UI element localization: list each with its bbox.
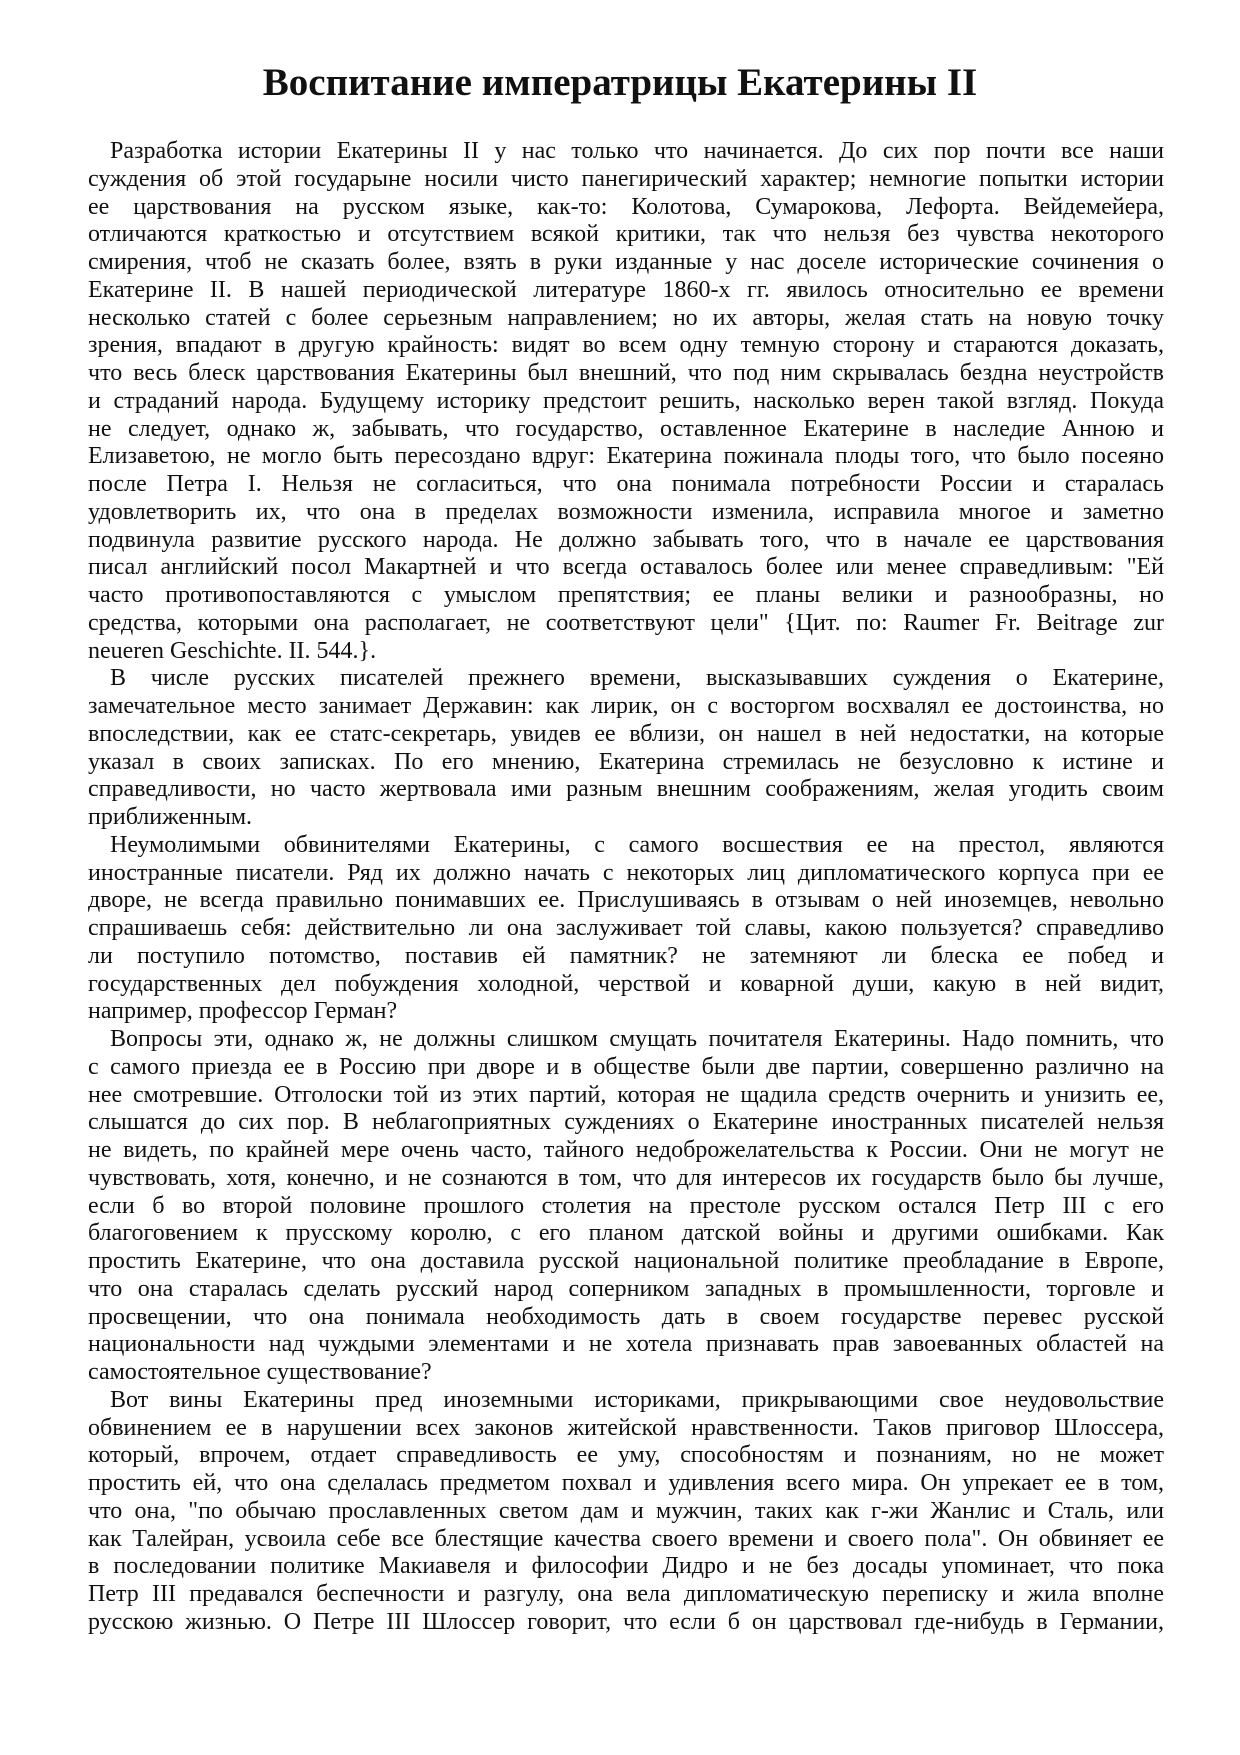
text-line: благоговением к прусскому королю, с его планом датской войны и другими ошибками. Как bbox=[88, 1220, 1164, 1247]
text-line: простить Екатерине, что она доставила русской национальной политике преобладание в Европе, bbox=[88, 1248, 1164, 1274]
text-line: и страданий народа. Будущему историку предстоит решить, насколько верен такой взгляд. Покуда bbox=[88, 387, 1164, 414]
text-line: спрашиваешь себя: действительно ли она заслуживает той славы, какою пользуется? справедливо bbox=[88, 915, 1164, 941]
text-line: слышатся до сих пор. В неблагоприятных суждениях о Екатерине иностранных писателей нельзя bbox=[88, 1109, 1164, 1136]
paragraph bbox=[88, 832, 1164, 1026]
text-line: что она, "по обычаю прославленных светом дам и мужчин, таких как г-жи Жанлис и Сталь, или bbox=[88, 1497, 1164, 1524]
text-line: Разработка истории Екатерины II у нас только что начинается. До сих пор почти все наши bbox=[110, 138, 1164, 164]
text-line: средства, которыми она располагает, не соответствуют цели" {Цит. по: Raumer Fr. Beitrage zur bbox=[88, 609, 1164, 636]
text-line: простить ей, что она сделалась предметом похвал и удивления всего мира. Он упрекает ее в том, bbox=[88, 1470, 1164, 1496]
text-line: часто противопоставляются с умыслом препятствия; ее планы велики и разнообразны, но bbox=[88, 582, 1164, 608]
document-title: Воспитание императрицы Екатерины II bbox=[262, 61, 978, 104]
text-line: несколько статей с более серьезным направлением; но их авторы, желая стать на новую точку bbox=[88, 304, 1164, 331]
text-line: который, впрочем, отдает справедливость ее уму, способностям и познаниям, но не может bbox=[88, 1442, 1164, 1469]
document-body bbox=[88, 138, 1164, 1637]
text-line: подвинула развитие русского народа. Не должно забывать того, что в начале ее царствования bbox=[88, 526, 1164, 553]
text-line: Екатерине II. В нашей периодической литературе 1860-х гг. явилось относительно ее времени bbox=[88, 276, 1164, 303]
text-line: Вопросы эти, однако ж, не должны слишком смущать почитателя Екатерины. Надо помнить, что bbox=[110, 1026, 1164, 1052]
text-line: если б во второй половине прошлого столетия на престоле русском остался Петр III с его bbox=[88, 1192, 1164, 1219]
text-line: государственных дел побуждения холодной, черствой и коварной души, какую в ней видит, bbox=[88, 970, 1164, 997]
paragraph bbox=[88, 665, 1164, 832]
text-line: справедливости, но часто жертвовала ими разным внешним соображениям, желая угодить своим bbox=[88, 776, 1164, 803]
text-line: впоследствии, как ее статс-секретарь, увидев ее вблизи, он нашел в ней недостатки, на которые bbox=[88, 720, 1164, 747]
text-line: иностранные писатели. Ряд их должно начать с некоторых лиц дипломатического корпуса при ее bbox=[88, 859, 1164, 886]
text-line: приближенным. bbox=[88, 804, 253, 830]
text-line: ли поступило потомство, поставив ей памятник? не затемняют ли блеска ее побед и bbox=[88, 942, 1164, 969]
text-line: обвинением ее в нарушении всех законов житейской нравственности. Таков приговор Шлоссера, bbox=[88, 1414, 1164, 1441]
text-line: neueren Geschichte. II. 544.}. bbox=[88, 637, 377, 664]
text-line: смирения, чтоб не сказать более, взять в руки изданные у нас доселе исторические сочинения о bbox=[88, 249, 1164, 275]
text-line: Вот вины Екатерины пред иноземными историками, прикрывающими свое неудовольствие bbox=[110, 1386, 1164, 1413]
text-line: удовлетворить их, что она в пределах возможности изменила, исправила многое и заметно bbox=[88, 498, 1164, 525]
text-line: зрения, впадают в другую крайность: видят во всем одну темную сторону и стараются доказать, bbox=[88, 332, 1164, 359]
text-line: Неумолимыми обвинителями Екатерины, с самого восшествия ее на престол, являются bbox=[110, 831, 1164, 858]
text-line: как Талейран, усвоила себе все блестящие качества своего времени и своего пола". Он обвиняет ее bbox=[88, 1525, 1164, 1552]
text-line: просвещении, что она понимала необходимость дать в своем государстве перевес русской bbox=[88, 1303, 1164, 1330]
text-line: нее смотревшие. Отголоски той из этих партий, которая не щадила средств очернить и унизить ее, bbox=[88, 1081, 1164, 1108]
text-line: например, профессор Герман? bbox=[88, 998, 398, 1025]
text-line: национальности над чуждыми элементами и не хотела признавать прав завоеванных областей на bbox=[88, 1331, 1164, 1358]
text-line: в последовании политике Макиавеля и философии Дидро и не без досады упоминает, что пока bbox=[88, 1553, 1164, 1580]
paragraph bbox=[88, 1026, 1164, 1387]
paragraph bbox=[88, 138, 1164, 665]
text-line: не видеть, по крайней мере очень часто, тайного недоброжелательства к России. Они не могут не bbox=[88, 1137, 1164, 1163]
text-line: что она старалась сделать русский народ соперником западных в промышленности, торговле и bbox=[88, 1275, 1164, 1302]
text-line: самостоятельное существование? bbox=[88, 1359, 432, 1385]
text-line: В числе русских писателей прежнего времени, высказывавших суждения о Екатерине, bbox=[110, 665, 1164, 692]
text-line: после Петра I. Нельзя не согласиться, что она понимала потребности России и старалась bbox=[88, 471, 1164, 497]
text-line: Елизаветою, не могло быть пересоздано вдруг: Екатерина пожинала плоды того, что было посеяно bbox=[88, 443, 1164, 470]
text-line: русскою жизнью. О Петре III Шлоссер говорит, что если б он царствовал где-нибудь в Германии, bbox=[88, 1608, 1164, 1635]
text-line: дворе, не всегда правильно понимавших ее. Прислушиваясь в отзывам о ней иноземцев, невольно bbox=[88, 887, 1164, 914]
text-line: что весь блеск царствования Екатерины был внешний, что под ним скрывалась бездна неустройств bbox=[88, 360, 1164, 386]
text-line: с самого приезда ее в Россию при дворе и в обществе были две партии, совершенно различно на bbox=[88, 1053, 1164, 1080]
text-line: чувствовать, хотя, конечно, и не сознаются в том, что для интересов их государств было бы лучше, bbox=[88, 1164, 1164, 1191]
text-line: ее царствования на русском языке, как-то: Колотова, Сумарокова, Лефорта. Вейдемейера, bbox=[88, 193, 1164, 220]
text-line: Петр III предавался беспечности и разгулу, она вела дипломатическую переписку и жила вполне bbox=[88, 1581, 1164, 1607]
text-line: не следует, однако ж, забывать, что государство, оставленное Екатерине в наследие Анною и bbox=[88, 415, 1164, 442]
paragraph bbox=[88, 1387, 1164, 1637]
text-line: замечательное место занимает Державин: как лирик, он с восторгом восхвалял ее достоинства, но bbox=[88, 693, 1164, 719]
text-line: указал в своих записках. По его мнению, Екатерина стремилась не безусловно к истине и bbox=[88, 748, 1164, 775]
text-line: писал английский посол Макартней и что всегда оставалось более или менее справедливым: "Ей bbox=[88, 554, 1164, 581]
text-line: отличаются краткостью и отсутствием всякой критики, так что нельзя без чувства некоторого bbox=[88, 221, 1164, 248]
text-line: суждения об этой государыне носили чисто панегирический характер; немногие попытки истории bbox=[88, 165, 1164, 192]
